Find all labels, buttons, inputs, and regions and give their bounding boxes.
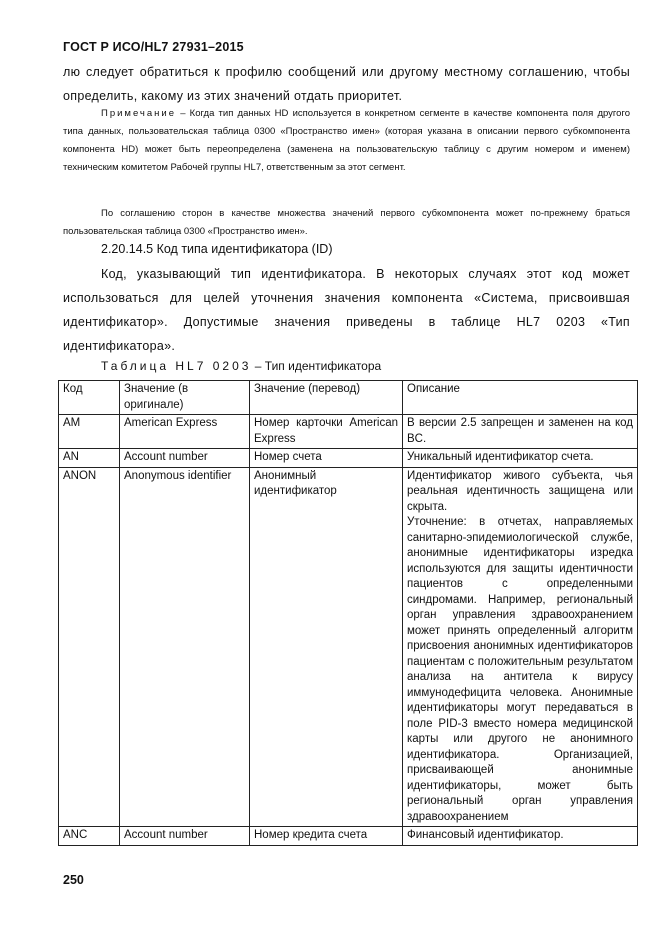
header-value-translation: Значение (перевод) bbox=[250, 381, 403, 415]
cell-value-translation: Номер карточки American Express bbox=[250, 415, 403, 449]
cell-code: AN bbox=[59, 449, 120, 468]
table-row bbox=[59, 415, 638, 449]
table-caption-title: – Тип идентификатора bbox=[251, 359, 382, 373]
document-header: ГОСТ Р ИСО/HL7 27931–2015 bbox=[63, 40, 244, 54]
table-row bbox=[59, 467, 638, 827]
table-row bbox=[59, 827, 638, 846]
paragraph-continuation: лю следует обратиться к профилю сообщений или другому местному соглашению, чтобы определить, какому из этих значений отдать приоритет. bbox=[63, 65, 630, 103]
cell-description: Финансовый идентификатор. bbox=[403, 827, 638, 846]
cell-value-translation: Номер кредита счета bbox=[250, 827, 403, 846]
section-paragraph: Код, указывающий тип идентификатора. В некоторых случаях этот код может использоваться для целей уточнения значения компонента «Система, присвоившая идентификатор». Допустимые значения приведены в таблице HL7 0203 «Тип идентификатора». bbox=[63, 267, 630, 353]
table-header-row bbox=[59, 381, 638, 415]
cell-code: ANON bbox=[59, 467, 120, 827]
cell-value-original: Account number bbox=[120, 827, 250, 846]
cell-description: Уникальный идентификатор счета. bbox=[403, 449, 638, 468]
note-continuation: По соглашению сторон в качестве множества значений первого субкомпонента может по-прежнему браться пользовательская таблица 0300 «Пространство имен». bbox=[63, 208, 630, 237]
cell-value-original: Anonymous identifier bbox=[120, 467, 250, 827]
cell-code: AM bbox=[59, 415, 120, 449]
table-row bbox=[59, 449, 638, 468]
page-number: 250 bbox=[63, 873, 84, 887]
note-paragraph bbox=[63, 105, 630, 177]
cell-description: В версии 2.5 запрещен и заменен на код BC. bbox=[403, 415, 638, 449]
header-description: Описание bbox=[403, 381, 638, 415]
description-clarification: Уточнение: в отчетах, направляемых санитарно-эпидемиологической службе, анонимные идентификаторы изредка используются для защиты идентичности пациентов с определенными синдромами. Например, региональный орган управления здравоохранением может принять определенный алгоритм присвоения анонимных идентификаторов пациентам с положительным результатом анализа на антитела к вирусу иммунодефицита человека. Анонимные идентификаторы могут передаваться в поле PID-3 вместо номера медицинской карты или другого не анонимного идентификатора. Организацией, присваивающей анонимные идентификаторы, может быть региональный орган управления здравоохранением bbox=[407, 516, 633, 823]
cell-value-translation: Номер счета bbox=[250, 449, 403, 468]
identifier-type-table bbox=[58, 380, 638, 846]
cell-code: ANC bbox=[59, 827, 120, 846]
cell-value-translation: Анонимный идентификатор bbox=[250, 467, 403, 827]
cell-value-original: American Express bbox=[120, 415, 250, 449]
table-caption-label: Таблица HL7 0203 bbox=[101, 359, 252, 373]
description-main: Идентификатор живого субъекта, чья реальная идентичность защищена или скрыта. bbox=[407, 469, 633, 513]
header-value-original: Значение (в оригинале) bbox=[120, 381, 250, 415]
header-code: Код bbox=[59, 381, 120, 415]
note-label: Примечание bbox=[101, 108, 176, 119]
section-heading: 2.20.14.5 Код типа идентификатора (ID) bbox=[101, 242, 333, 256]
cell-description bbox=[403, 467, 638, 827]
note-text: – Когда тип данных HD используется в конкретном сегменте в качестве компонента поля другого типа данных, пользовательская таблица 0300 «Пространство имен» (которая указана в описании первого субкомпонента компонента HD) может быть переопределена (заменена на пользовательскую таблицу с другим номером и именем) техническим комитетом Рабочей группы HL7, ответственным за этот сегмент. bbox=[63, 108, 630, 173]
cell-value-original: Account number bbox=[120, 449, 250, 468]
table-caption bbox=[101, 359, 381, 373]
